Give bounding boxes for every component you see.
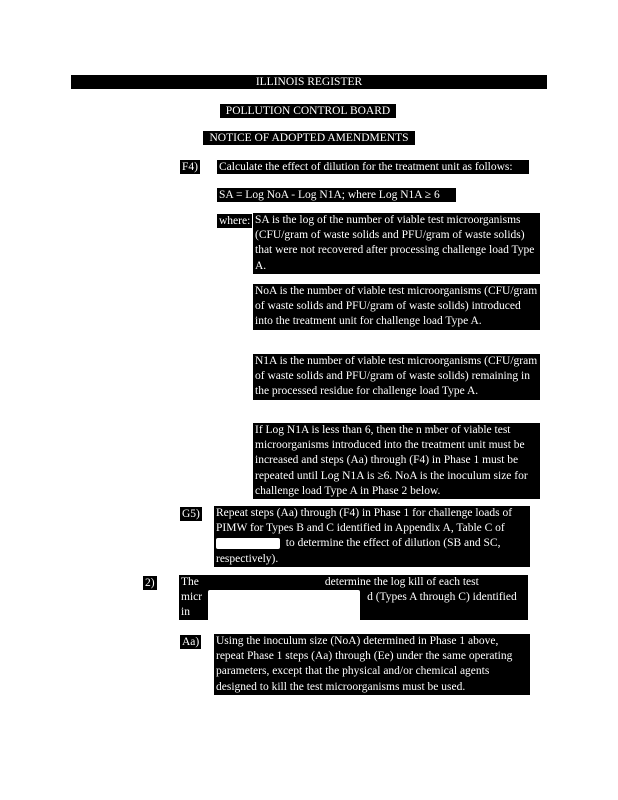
definition-sa: SA is the log of the number of viable test microorganisms (CFU/gram of waste solids and PFU/gram of waste solids) that were not recovered after processing challenge load Type A.: [253, 213, 540, 274]
step-f4-label: F4): [182, 161, 198, 173]
step-g-line-1: Repeat steps (Aa) through (F4) in Phase 1 for challenge loads of: [216, 507, 513, 519]
where-label: where:: [219, 215, 251, 227]
step-g-line-3: to determine the effect of dilution (SB and SC,: [216, 536, 528, 551]
definition-noa: NoA is the number of viable test microorganisms (CFU/gram of waste solids and PFU/gram of waste solids) introduced into the treatment unit for challenge load Type A.: [253, 284, 540, 330]
notice-title: NOTICE OF ADOPTED AMENDMENTS: [203, 131, 415, 145]
dilution-formula: SA = Log NoA - Log N1A; where Log N1A ≥ 6: [217, 188, 456, 202]
step-aa-label: Aa): [182, 636, 200, 648]
step-g-text: [214, 506, 530, 567]
definition-n1a: N1A is the number of viable test microorganisms (CFU/gram of waste solids and PFU/gram of waste solids) remaining in the processed residue for challenge load Type A.: [253, 354, 540, 400]
redacted-gap: [216, 538, 280, 549]
register-header: ILLINOIS REGISTER: [71, 75, 547, 89]
step-aa-text: Using the inoculum size (NoA) determined in Phase 1 above, repeat Phase 1 steps (Aa) through (Ee) under the same operating parameters, except that the physical and/or chemical agents designed to kill the test microorganisms must be used.: [214, 634, 530, 695]
phase-2-line-1: The determine the log kill of each test: [181, 576, 479, 588]
phase-2-line-3: App: [181, 621, 201, 634]
step-g-line-4: respectively).: [216, 552, 279, 565]
phase-2-line-2: micr d (Types A through C) identified in: [181, 591, 517, 619]
n1a-note: If Log N1A is less than 6, then the n mber of viable test microorganisms introduced into the treatment unit must be increased and steps (Aa) through (F4) in Phase 1 must be repeated until Log N1A is ≥6. NoA is the inoculum size for challenge load Type A in Phase 2 below.: [253, 423, 540, 499]
step-g-line-2: PIMW for Types B and C identified in Appendix A, Table C of: [216, 522, 505, 535]
step-g-label: G5): [182, 508, 200, 520]
step-f4-intro: Calculate the effect of dilution for the treatment unit as follows:: [217, 160, 529, 174]
board-name: POLLUTION CONTROL BOARD: [220, 104, 396, 118]
redacted-area: [208, 590, 360, 622]
phase-2-label: 2): [145, 577, 155, 589]
